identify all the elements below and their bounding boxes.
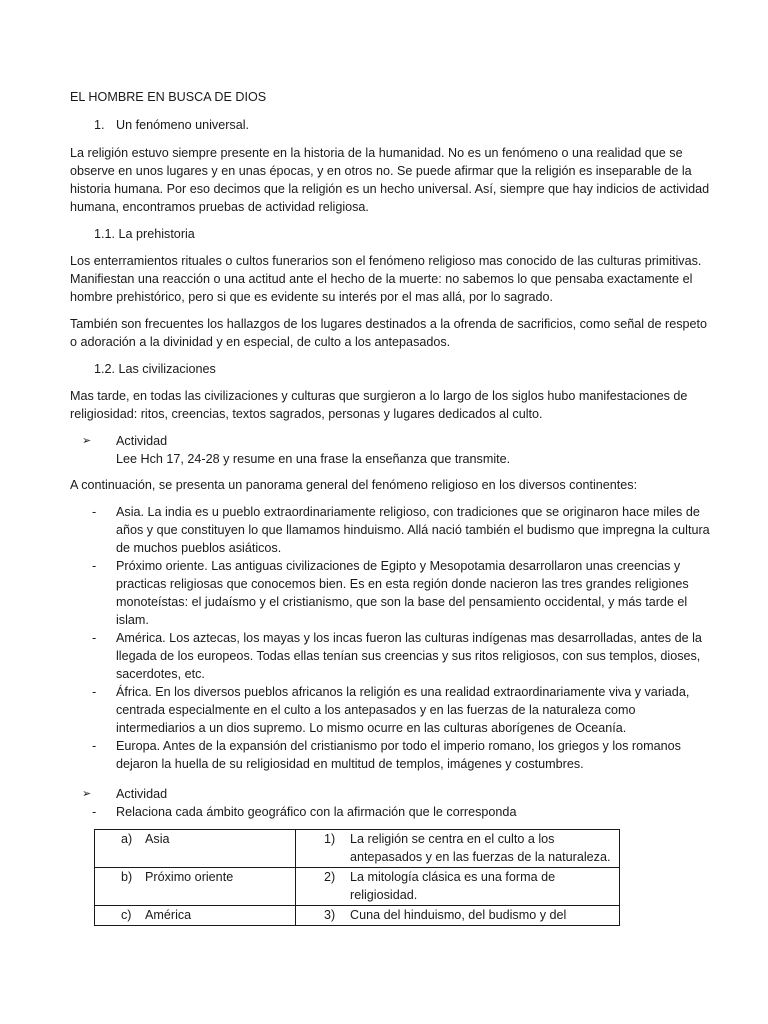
list-item-text: América. Los aztecas, los mayas y los incas fueron las culturas indígenas mas desarrolladas, antes de la llegada de los europeos. Todas ellas tenían sus creencias y sus ritos religiosos, con sus templos, dioses, sacerdotes, etc. [116,631,702,681]
list-item [70,629,710,683]
list-item [70,683,710,737]
paragraph-2: Los enterramientos rituales o cultos funerarios son el fenómeno religioso mas conocido de las culturas primitivas. Manifiestan una reacción o una actitud ante el hecho de la muerte: no sabemos lo que pensaba exactamente el hombre prehistórico, pero si que es evidente su interés por el mas allá, por lo sagrado. [70,254,702,304]
dash-bullet: - [92,505,97,519]
option-letter: b) [121,870,133,884]
paragraph-3: También son frecuentes los hallazgos de los lugares destinados a la ofrenda de sacrificios, como señal de respeto o adoración a la divinidad y en especial, de culto a los antepasados. [70,317,708,349]
dash-bullet: - [92,631,97,645]
table-cell-right [296,830,620,868]
dash-bullet: - [92,685,97,699]
document-title: EL HOMBRE EN BUSCA DE DIOS [70,90,267,104]
list-item-text: África. En los diversos pueblos africanos la religión es una realidad extraordinariamente viva y variada, centrada especialmente en el culto a los antepasados y en las fuerzas de la naturaleza como intermediarios a un dios supremo. Lo mismo ocurre en las culturas aborígenes de Oceanía. [116,685,690,735]
option-letter: c) [121,908,132,922]
list-item [70,503,710,557]
activity-label: Actividad [116,787,168,801]
subsection-heading-prehistoria: 1.1. La prehistoria [94,227,195,241]
option-number: 3) [324,908,336,922]
list-item [70,737,710,773]
activity-1 [70,432,710,468]
table-cell-left [95,906,296,926]
dash-bullet: - [92,559,97,573]
arrow-bullet-icon: ➢ [82,788,92,800]
dash-bullet: - [92,805,97,819]
statement-text: La religión se centra en el culto a los antepasados y en las fuerzas de la naturaleza. [350,832,611,864]
document-page [70,88,710,926]
table-row [95,868,620,906]
activity-2 [70,785,710,803]
option-number: 1) [324,832,336,846]
paragraph-5: A continuación, se presenta un panorama general del fenómeno religioso en los diversos continentes: [70,478,638,492]
table-row [95,830,620,868]
table-cell-left [95,830,296,868]
region-name: América [145,908,192,922]
statement-text: La mitología clásica es una forma de religiosidad. [350,870,556,902]
region-name: Próximo oriente [145,870,234,884]
activity-text: Lee Hch 17, 24-28 y resume en una frase la enseñanza que transmite. [116,452,511,466]
section-heading-1 [94,116,710,134]
arrow-bullet-icon: ➢ [82,435,92,447]
instruction-text: Relaciona cada ámbito geográfico con la afirmación que le corresponda [116,805,517,819]
matching-table [94,829,620,926]
region-name: Asia [145,832,170,846]
table-cell-right [296,906,620,926]
list-item [70,557,710,629]
activity-label: Actividad [116,434,168,448]
paragraph-4: Mas tarde, en todas las civilizaciones y culturas que surgieron a lo largo de los siglos hubo manifestaciones de religiosidad: ritos, creencias, textos sagrados, personas y lugares dedicados al culto. [70,389,688,421]
table-cell-left [95,868,296,906]
list-item-text: Próximo oriente. Las antiguas civilizaciones de Egipto y Mesopotamia desarrollaron unas creencias y practicas religiosas que conocemos bien. Es en esta región donde nacieron las tres grandes religiones monoteístas: el judaísmo y el cristianismo, que son la base del pensamiento occidental, y más tarde el islam. [116,559,689,627]
dash-bullet: - [92,739,97,753]
option-letter: a) [121,832,133,846]
activity-2-instruction [70,803,710,821]
option-number: 2) [324,870,336,884]
list-item-text: Europa. Antes de la expansión del cristianismo por todo el imperio romano, los griegos y los romanos dejaron la huella de su religiosidad en multitud de templos, imágenes y costumbres. [116,739,681,771]
table-row [95,906,620,926]
continents-list [70,503,710,773]
section-label: Un fenómeno universal. [116,118,250,132]
subsection-heading-civilizaciones: 1.2. Las civilizaciones [94,362,216,376]
paragraph-1: La religión estuvo siempre presente en la historia de la humanidad. No es un fenómeno o una realidad que se observe en unos lugares y en unas épocas, y en otros no. Se puede afirmar que la religión es inseparable de la historia humana. Por eso decimos que la religión es un hecho universal. Así, siempre que hay indicios de actividad humana, encontramos pruebas de actividad religiosa. [70,146,710,214]
statement-text: Cuna del hinduismo, del budismo y del [350,908,567,922]
section-number: 1. [94,118,105,132]
table-cell-right [296,868,620,906]
list-item-text: Asia. La india es u pueblo extraordinariamente religioso, con tradiciones que se originaron hace miles de años y que constituyen lo que llamamos hinduismo. Allá nació también el budismo que impregna la cultura de muchos pueblos asiáticos. [116,505,710,555]
